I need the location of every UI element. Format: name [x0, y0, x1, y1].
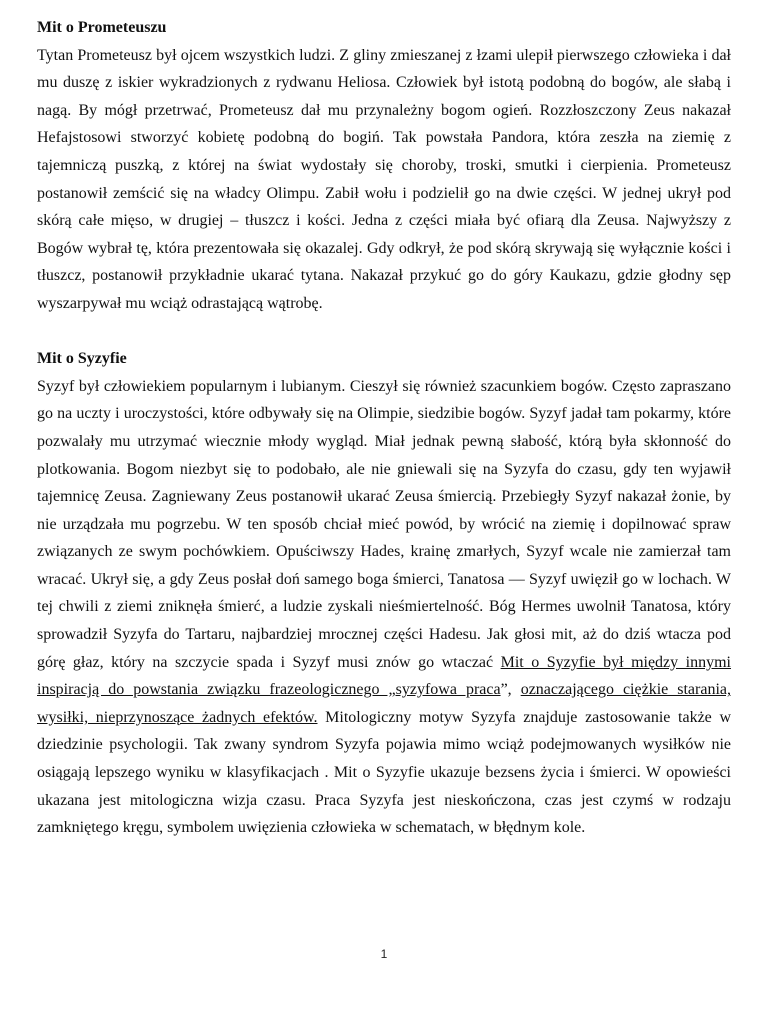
- paragraph-syzyf: [37, 373, 731, 842]
- section-title-syzyf: Mit o Syzyfie: [37, 350, 127, 368]
- page-number: 1: [380, 947, 388, 961]
- syzyf-underlined-definition: oznaczającego ciężkie starania, wysiłki, nieprzynoszące żadnych efektów.: [37, 681, 731, 726]
- syzyf-underlined-phrase: Mit o Syzyfie był między innymi inspiracją do powstania związku frazeologicznego „syzyfowa praca: [37, 653, 731, 699]
- syzyf-text-quote-close: ”,: [500, 681, 521, 699]
- syzyf-text-part2: Mitologiczny motyw Syzyfa znajduje zastosowanie także w dziedzinie psychologii. Tak zwany syndrom Syzyfa pojawia mimo wciąż podejmowanych wysiłków nie osiągają lepszego wyniku w klasyfikacjach . Mit o Syzyfie ukazuje bezsens życia i śmierci. W opowieści ukazana jest mitologiczna wizja czasu. Praca Syzyfa jest nieskończona, czas jest czymś w rodzaju zamkniętego kręgu, symbolem uwięzienia człowieka w schematach, w błędnym kole.: [37, 708, 731, 837]
- syzyf-text-part1: Syzyf był człowiekiem popularnym i lubianym. Cieszył się również szacunkiem bogów. Często zapraszano go na uczty i uroczystości, które odbywały się na Olimpie, siedzibie bogów. Syzyf jadał tam pokarmy, które pozwalały mu utrzymać wiecznie młody wygląd. Miał jednak pewną słabość, którą była skłonność do plotkowania. Bogom niezbyt się to podobało, ale nie gniewali się na Syzyfa do czasu, gdy ten wyjawił tajemnicę Zeusa. Zagniewany Zeus postanowił ukarać Zeusa śmiercią. Przebiegły Syzyf nakazał żonie, by nie urządzała mu pogrzebu. W ten sposób chciał mieć powód, by wrócić na ziemię i dopilnować spraw związanych ze swym pochówkiem. Opuściwszy Hades, krainę zmarłych, Syzyf wcale nie zamierzał tam wracać. Ukrył się, a gdy Zeus posłał doń samego boga śmierci, Tanatosa — Syzyf uwięził go w lochach. W tej chwili z ziemi zniknęła śmierć, a ludzie zyskali nieśmiertelność. Bóg Hermes uwolnił Tanatosa, który sprowadził Syzyfa do Tartaru, najbardziej mrocznej części Hadesu. Jak głosi mit, aż do dziś wtacza pod górę głaz, który na szczycie spada i Syzyf musi znów go wtaczać: [37, 377, 731, 671]
- paragraph-spacer: [37, 318, 731, 346]
- section-title-prometeusz: Mit o Prometeuszu: [37, 19, 167, 36]
- paragraph-prometeusz: Tytan Prometeusz był ojcem wszystkich ludzi. Z gliny zmieszanej z łzami ulepił pierwszego człowieka i dał mu duszę z iskier wykradzionych z rydwanu Heliosa. Człowiek był istotą podobną do bogów, ale słabą i nagą. By mógł przetrwać, Prometeusz dał mu przynależny bogom ogień. Rozzłoszczony Zeus nakazał Hefajstosowi stworzyć kobietę podobną do bogiń. Tak powstała Pandora, która zeszła na ziemię z tajemniczą puszką, z której na świat wydostały się choroby, troski, smutki i cierpienia. Prometeusz postanowił zemścić się na władcy Olimpu. Zabił wołu i podzielił go na dwie części. W jednej ukrył pod skórą całe mięso, w drugiej – tłuszcz i kości. Jedna z części miała być ofiarą dla Zeusa. Najwyższy z Bogów wybrał tę, która prezentowała się okazalej. Gdy odkrył, że pod skórą skrywają się wyłącznie kości i tłuszcz, postanowił przykładnie ukarać tytana. Nakazał przykuć go do góry Kaukazu, gdzie głodny sęp wyszarpywał mu wciąż odrastającą wątrobę.: [37, 46, 731, 312]
- document-body: [37, 14, 731, 842]
